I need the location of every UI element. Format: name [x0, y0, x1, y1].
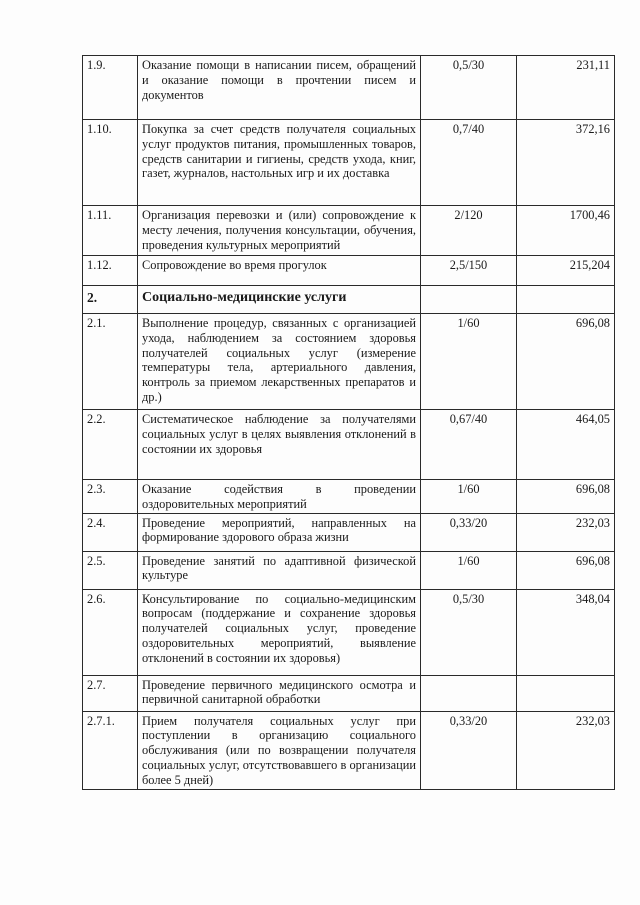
table-row	[83, 589, 615, 675]
table-row	[83, 120, 615, 206]
price-cell: 1700,46	[517, 206, 615, 256]
table-row	[83, 410, 615, 480]
service-name-cell: Организация перевозки и (или) сопровождение к месту лечения, получения консультации, обучения, проведения культурных мероприятий	[138, 206, 421, 256]
price-cell: 232,03	[517, 711, 615, 789]
service-name-cell: Проведение занятий по адаптивной физической культуре	[138, 551, 421, 589]
item-number-cell: 2.5.	[83, 551, 138, 589]
service-name-cell: Сопровождение во время прогулок	[138, 256, 421, 286]
time-norm-cell	[421, 286, 517, 314]
table-row	[83, 56, 615, 120]
table-row	[83, 675, 615, 711]
service-name-cell: Оказание помощи в написании писем, обращений и оказание помощи в прочтении писем и документов	[138, 56, 421, 120]
price-cell: 372,16	[517, 120, 615, 206]
table-row	[83, 480, 615, 514]
time-norm-cell: 1/60	[421, 551, 517, 589]
time-norm-cell: 0,33/20	[421, 513, 517, 551]
price-cell	[517, 675, 615, 711]
time-norm-cell: 2,5/150	[421, 256, 517, 286]
time-norm-cell	[421, 675, 517, 711]
service-name-cell: Покупка за счет средств получателя социальных услуг продуктов питания, промышленных товаров, средств санитарии и гигиены, средств ухода, книг, газет, журналов, настольных игр и их доставка	[138, 120, 421, 206]
time-norm-cell: 0,5/30	[421, 56, 517, 120]
services-table	[82, 55, 615, 790]
price-cell: 215,204	[517, 256, 615, 286]
item-number-cell: 2.6.	[83, 589, 138, 675]
service-name-cell: Оказание содействия в проведении оздоровительных мероприятий	[138, 480, 421, 514]
price-cell: 348,04	[517, 589, 615, 675]
item-number-cell: 2.3.	[83, 480, 138, 514]
time-norm-cell: 1/60	[421, 314, 517, 410]
service-name-cell: Социально-медицинские услуги	[138, 286, 421, 314]
item-number-cell: 2.7.1.	[83, 711, 138, 789]
item-number-cell: 1.11.	[83, 206, 138, 256]
table-row	[83, 711, 615, 789]
table-row	[83, 206, 615, 256]
time-norm-cell: 0,7/40	[421, 120, 517, 206]
table-row	[83, 256, 615, 286]
table-row	[83, 314, 615, 410]
item-number-cell: 1.12.	[83, 256, 138, 286]
service-name-cell: Проведение мероприятий, направленных на формирование здорового образа жизни	[138, 513, 421, 551]
item-number-cell: 2.4.	[83, 513, 138, 551]
table-row	[83, 551, 615, 589]
price-cell	[517, 286, 615, 314]
section-header-row	[83, 286, 615, 314]
item-number-cell: 2.2.	[83, 410, 138, 480]
service-name-cell: Проведение первичного медицинского осмотра и первичной санитарной обработки	[138, 675, 421, 711]
item-number-cell: 2.	[83, 286, 138, 314]
table-row	[83, 513, 615, 551]
item-number-cell: 1.10.	[83, 120, 138, 206]
service-name-cell: Прием получателя социальных услуг при поступлении в организацию социального обслуживания (или по возвращении получателя социальных услуг, отсутствовавшего в организации более 5 дней)	[138, 711, 421, 789]
item-number-cell: 2.1.	[83, 314, 138, 410]
service-name-cell: Систематическое наблюдение за получателями социальных услуг в целях выявления отклонений в состоянии их здоровья	[138, 410, 421, 480]
time-norm-cell: 0,5/30	[421, 589, 517, 675]
time-norm-cell: 1/60	[421, 480, 517, 514]
price-cell: 231,11	[517, 56, 615, 120]
time-norm-cell: 0,33/20	[421, 711, 517, 789]
price-cell: 232,03	[517, 513, 615, 551]
service-name-cell: Консультирование по социально-медицинским вопросам (поддержание и сохранение здоровья получателей социальных услуг, проведение оздоровительных мероприятий, выявление отклонений в состоянии их здоровья)	[138, 589, 421, 675]
price-cell: 696,08	[517, 551, 615, 589]
time-norm-cell: 2/120	[421, 206, 517, 256]
time-norm-cell: 0,67/40	[421, 410, 517, 480]
services-table-body	[83, 56, 615, 790]
price-cell: 696,08	[517, 480, 615, 514]
price-cell: 464,05	[517, 410, 615, 480]
item-number-cell: 2.7.	[83, 675, 138, 711]
service-name-cell: Выполнение процедур, связанных с организацией ухода, наблюдением за состоянием здоровья получателей социальных услуг (измерение температуры тела, артериального давления, контроль за приемом лекарственных препаратов и др.)	[138, 314, 421, 410]
price-cell: 696,08	[517, 314, 615, 410]
item-number-cell: 1.9.	[83, 56, 138, 120]
